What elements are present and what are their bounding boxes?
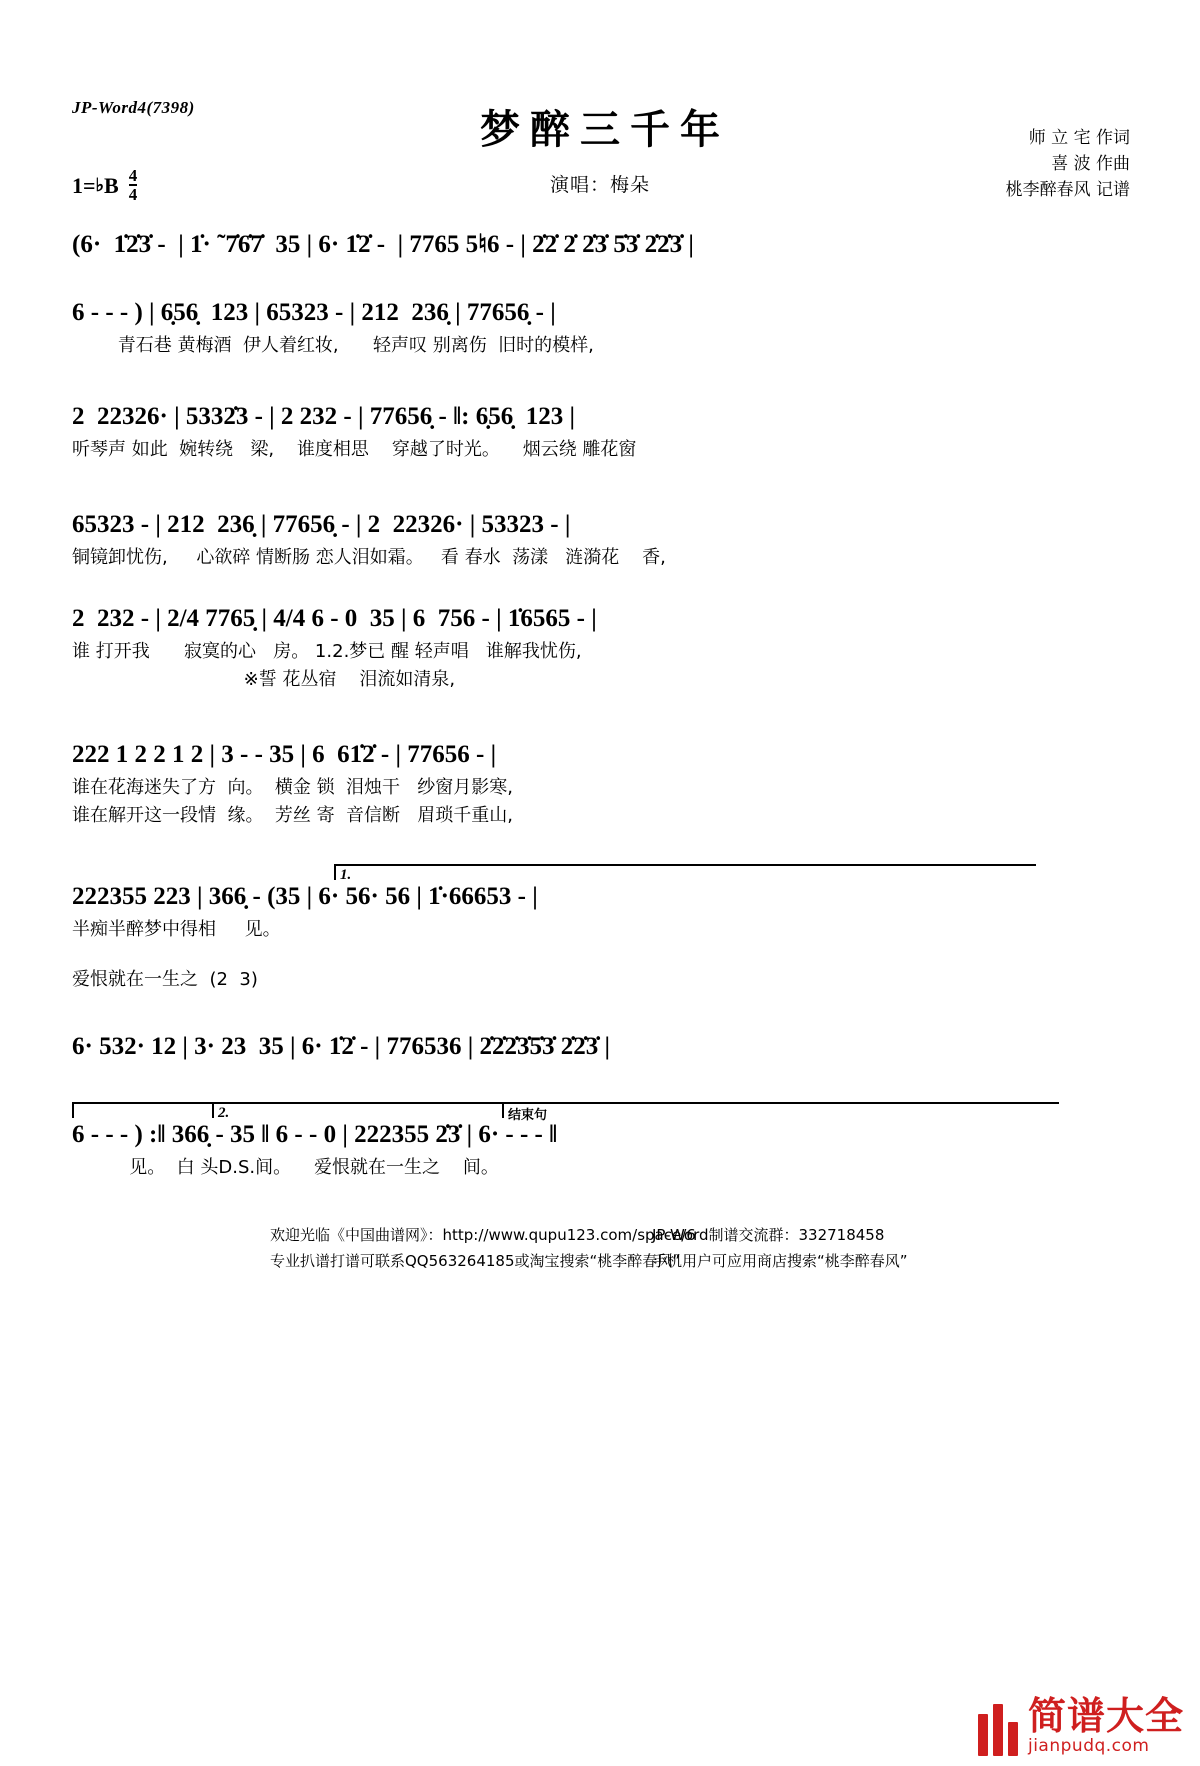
logo-name-en: jianpudq.com <box>1027 1736 1150 1756</box>
footer-left <box>270 1222 696 1274</box>
volta-bracket-2 <box>212 1102 504 1121</box>
music-system-7 <box>72 867 1128 994</box>
lyrics-line: 半痴半醉梦中得相 见。 <box>72 919 281 940</box>
page-title: 梦醉三千年 <box>480 107 730 153</box>
credit-transcriber: 桃李醉春风 记谱 <box>1005 180 1130 200</box>
notation-line: 2 232 - | 2/4 7765̣ | 4/4 6 - 0 35 | 6 756 - | 1̇6565 - | <box>72 605 597 632</box>
time-signature <box>129 168 138 203</box>
notation-line: 222355 223 | 366̣ - (35 | 6· 56· 56 | 1̇·66653 - | <box>72 883 538 910</box>
music-system-1 <box>72 228 1128 292</box>
lyrics-line-alt: ※誓 花丛宿 泪流如清泉, <box>72 669 456 690</box>
key-accidental: ♭ <box>95 175 105 196</box>
footer-app: 手机用户可应用商店搜索“桃李醉春风” <box>652 1252 908 1270</box>
notation-line: 65323 - | 212 236̣ | 77656̣ - | 2 22326· | 53323 - | <box>72 511 571 538</box>
time-signature-numerator: 4 <box>128 166 138 185</box>
lyrics-line-alt: 爱恨就在一生之 (2 3) <box>72 969 258 990</box>
music-system-5 <box>72 602 1128 694</box>
music-system-9 <box>72 1105 1128 1182</box>
footer-right <box>652 1222 908 1274</box>
volta-bracket-ending <box>502 1102 1059 1123</box>
footer-group: JP-Word制谱交流群：332718458 <box>652 1226 885 1244</box>
music-system-2 <box>72 296 1128 360</box>
key-label: 1= <box>72 172 96 198</box>
music-system-8 <box>72 1030 1128 1066</box>
volta-bracket-1 <box>334 864 1036 883</box>
key-signature <box>72 168 137 203</box>
lyrics-line: 谁在花海迷失了方 向。 横金 锁 泪烛干 纱窗月影寒, <box>72 777 513 798</box>
notation-line: 6 - - - ) :‖ 366̣ - 35 ‖ 6 - - 0 | 222355 2̇3̇ | 6· - - - ‖ <box>72 1121 558 1148</box>
notation-line: 2 22326· | 5332̇3 - | 2 232 - | 77656̣ - ‖: 6̣56̣ 123 | <box>72 403 576 430</box>
volta-label: 2. <box>218 1105 230 1121</box>
time-signature-denominator: 4 <box>128 185 138 205</box>
notation-line: 6· 532· 12 | 3· 23 35 | 6· 1̇2̇ - | 776536 | 2̇2̇2̇3̇5̇3̇ 2̇2̇3̇ | <box>72 1033 610 1060</box>
lyrics-line: 铜镜卸忧伤, 心欲碎 情断肠 恋人泪如霜。 看 春水 荡漾 涟漪花 香, <box>72 547 666 568</box>
volta-label-ending: 结束句 <box>508 1108 548 1123</box>
key-letter: B <box>104 172 119 198</box>
music-system-6 <box>72 738 1128 830</box>
volta-label: 1. <box>340 867 352 883</box>
logo-name-cn: 简谱大全 <box>1027 1694 1184 1738</box>
lyrics-line-alt: 谁在解开这一段情 缘。 芳丝 寄 音信断 眉琐千重山, <box>72 805 513 826</box>
logo-text <box>1028 1696 1184 1756</box>
notation-line: (6· 1̇2̇3̇ - | 1̇· ˜7̇6̇7̇ 35 | 6· 1̇2̇ - | 7765 5♮6 - | 2̇2̇ 2̇ 2̇3̇ 5̇3̇ 2̇2̇3̇ | <box>72 231 694 258</box>
footer-contact: 专业扒谱打谱可联系QQ563264185或淘宝搜索“桃李醉春风” <box>270 1252 681 1270</box>
lyrics-line: 谁 打开我 寂寞的心 房。 1.2.梦已 醒 轻声唱 谁解我忧伤, <box>72 641 582 662</box>
lyrics-line: 见。 白 头D.S.间。 爱恨就在一生之 间。 <box>72 1157 499 1178</box>
credit-lyricist: 师 立 宅 作词 <box>1028 128 1130 148</box>
notation-line: 6 - - - ) | 6̣56̣ 123 | 65323 - | 212 236̣ | 77656̣ - | <box>72 299 556 326</box>
music-system-4 <box>72 508 1128 572</box>
footer-website: 欢迎光临《中国曲谱网》：http://www.qupu123.com/space/6 <box>270 1226 696 1244</box>
volta-bracket-start <box>72 1102 214 1118</box>
bars-icon <box>978 1704 1018 1756</box>
lyrics-line: 听琴声 如此 婉转绕 梁, 谁度相思 穿越了时光。 烟云绕 雕花窗 <box>72 439 637 460</box>
music-system-3 <box>72 400 1128 464</box>
credit-composer: 喜 波 作曲 <box>1051 154 1130 174</box>
jpword-tag: JP-Word4(7398) <box>72 98 195 117</box>
notation-line: 222 1 2 2 1 2 | 3 - - 35 | 6 61̇2̇ - | 77656 - | <box>72 741 497 768</box>
lyrics-line: 青石巷 黄梅酒 伊人着红妆, 轻声叹 别离伤 旧时的模样, <box>72 335 594 356</box>
lyrics-line <box>72 264 1128 292</box>
site-logo <box>978 1696 1184 1756</box>
singer-label: 演唱：梅朵 <box>549 174 650 196</box>
credits-block <box>1006 125 1130 203</box>
